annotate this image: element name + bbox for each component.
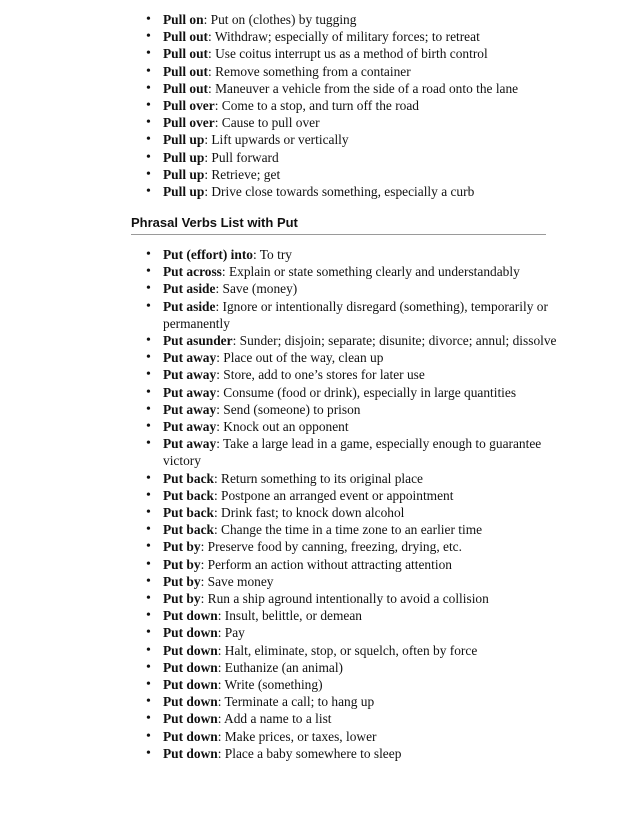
verb-term: Put away (163, 419, 217, 435)
list-item (146, 745, 566, 762)
verb-term: Pull up (163, 149, 205, 165)
verb-term: Put away (163, 401, 217, 417)
verb-definition: : Postpone an arranged event or appointment (213, 487, 454, 503)
list-item (146, 263, 566, 280)
verb-term: Put back (163, 487, 214, 503)
verb-term: Put down (163, 642, 218, 658)
list-item (146, 538, 566, 555)
list-item (146, 710, 566, 727)
verb-definition: : Maneuver a vehicle from the side of a road onto the lane (208, 80, 519, 96)
verb-definition: : Insult, belittle, or demean (217, 608, 362, 624)
list-item (146, 11, 566, 28)
verb-definition: : To try (252, 247, 292, 262)
verb-definition: : Save money (200, 573, 274, 589)
list-item (146, 246, 566, 263)
verb-term: Put aside (163, 281, 216, 297)
verb-definition: : Withdraw; especially of military forces; to retreat (208, 29, 480, 45)
list-item (146, 504, 566, 521)
verb-term: Put down (163, 711, 218, 727)
list-item (146, 418, 566, 435)
list-item (146, 521, 566, 538)
list-item (146, 435, 566, 469)
verb-definition: : Euthanize (an animal) (217, 659, 343, 675)
verb-term: Pull up (163, 166, 205, 182)
list-item (146, 183, 566, 200)
list-item (146, 80, 566, 97)
pull-phrasal-verbs-list (146, 11, 566, 200)
list-item (146, 97, 566, 114)
verb-definition: : Remove something from a container (208, 63, 411, 79)
list-item (146, 607, 566, 624)
list-item (146, 45, 566, 62)
list-item (146, 63, 566, 80)
verb-term: Put by (163, 539, 201, 555)
verb-term: Pull out (163, 46, 209, 62)
verb-definition: : Place a baby somewhere to sleep (217, 745, 402, 761)
verb-definition: : Put on (clothes) by tugging (203, 12, 357, 27)
list-item (146, 131, 566, 148)
verb-term: Put away (163, 350, 217, 366)
verb-definition: : Ignore or intentionally disregard (something), temporarily or permanently (163, 298, 548, 331)
verb-term: Put away (163, 367, 217, 383)
verb-definition: : Return something to its original place (213, 470, 423, 486)
list-item (146, 624, 566, 641)
list-item (146, 401, 566, 418)
list-item (146, 114, 566, 131)
verb-definition: : Write (something) (217, 677, 323, 693)
section-heading: Phrasal Verbs List with Put (131, 215, 546, 235)
verb-definition: : Use coitus interrupt us as a method of birth control (208, 46, 488, 62)
verb-definition: : Pull forward (204, 149, 279, 165)
list-item (146, 149, 566, 166)
verb-term: Put back (163, 505, 214, 521)
verb-term: Put down (163, 745, 218, 761)
verb-term: Pull over (163, 115, 215, 131)
verb-definition: : Run a ship aground intentionally to avoid a collision (200, 591, 489, 607)
list-item (146, 28, 566, 45)
verb-definition: : Consume (food or drink), especially in large quantities (216, 384, 517, 400)
verb-term: Put back (163, 470, 214, 486)
list-item (146, 659, 566, 676)
verb-definition: : Cause to pull over (214, 115, 320, 131)
verb-definition: : Drink fast; to knock down alcohol (213, 505, 405, 521)
verb-definition: : Perform an action without attracting attention (200, 556, 452, 572)
verb-definition: : Make prices, or taxes, lower (217, 728, 377, 744)
list-item (146, 590, 566, 607)
verb-definition: : Pay (217, 625, 245, 641)
list-item (146, 166, 566, 183)
list-item (146, 487, 566, 504)
verb-term: Put down (163, 677, 218, 693)
verb-definition: : Place out of the way, clean up (216, 350, 384, 366)
verb-term: Put back (163, 522, 214, 538)
list-item (146, 642, 566, 659)
verb-term: Pull up (163, 132, 205, 148)
verb-definition: : Knock out an opponent (216, 419, 349, 435)
verb-term: Put by (163, 591, 201, 607)
verb-term: Put down (163, 625, 218, 641)
verb-term: Pull out (163, 80, 209, 96)
verb-term: Pull over (163, 98, 215, 114)
verb-term: Pull on (163, 12, 204, 27)
verb-term: Put (effort) into (163, 247, 253, 262)
verb-definition: : Come to a stop, and turn off the road (214, 98, 419, 114)
verb-definition: : Store, add to one’s stores for later use (216, 367, 425, 383)
list-item (146, 349, 566, 366)
verb-term: Put down (163, 728, 218, 744)
verb-term: Put down (163, 659, 218, 675)
verb-term: Put asunder (163, 333, 233, 349)
verb-definition: : Lift upwards or vertically (204, 132, 349, 148)
list-item (146, 366, 566, 383)
verb-term: Put across (163, 264, 222, 280)
verb-definition: : Preserve food by canning, freezing, drying, etc. (200, 539, 462, 555)
verb-term: Put down (163, 608, 218, 624)
verb-definition: : Halt, eliminate, stop, or squelch, often by force (217, 642, 478, 658)
verb-definition: : Explain or state something clearly and understandably (221, 264, 520, 280)
verb-definition: : Add a name to a list (217, 711, 332, 727)
list-item (146, 470, 566, 487)
verb-term: Put by (163, 573, 201, 589)
verb-term: Put aside (163, 298, 216, 314)
list-item (146, 332, 566, 349)
list-item (146, 556, 566, 573)
verb-definition: : Drive close towards something, especially a curb (204, 184, 475, 200)
verb-definition: : Send (someone) to prison (216, 401, 361, 417)
list-item (146, 728, 566, 745)
list-item (146, 573, 566, 590)
list-item (146, 676, 566, 693)
list-item (146, 693, 566, 710)
verb-term: Pull out (163, 63, 209, 79)
verb-definition: : Save (money) (215, 281, 298, 297)
list-item (146, 280, 566, 297)
verb-term: Put away (163, 384, 217, 400)
verb-term: Put away (163, 436, 217, 452)
list-item (146, 384, 566, 401)
verb-definition: : Retrieve; get (204, 166, 281, 182)
verb-term: Pull up (163, 184, 205, 200)
verb-term: Put by (163, 556, 201, 572)
verb-term: Put down (163, 694, 218, 710)
verb-term: Pull out (163, 29, 209, 45)
list-item (146, 298, 566, 332)
verb-definition: : Terminate a call; to hang up (217, 694, 375, 710)
verb-definition: : Take a large lead in a game, especially enough to guarantee victory (163, 436, 542, 469)
put-phrasal-verbs-list (146, 246, 566, 762)
verb-definition: : Sunder; disjoin; separate; disunite; divorce; annul; dissolve (232, 333, 557, 349)
verb-definition: : Change the time in a time zone to an earlier time (213, 522, 483, 538)
